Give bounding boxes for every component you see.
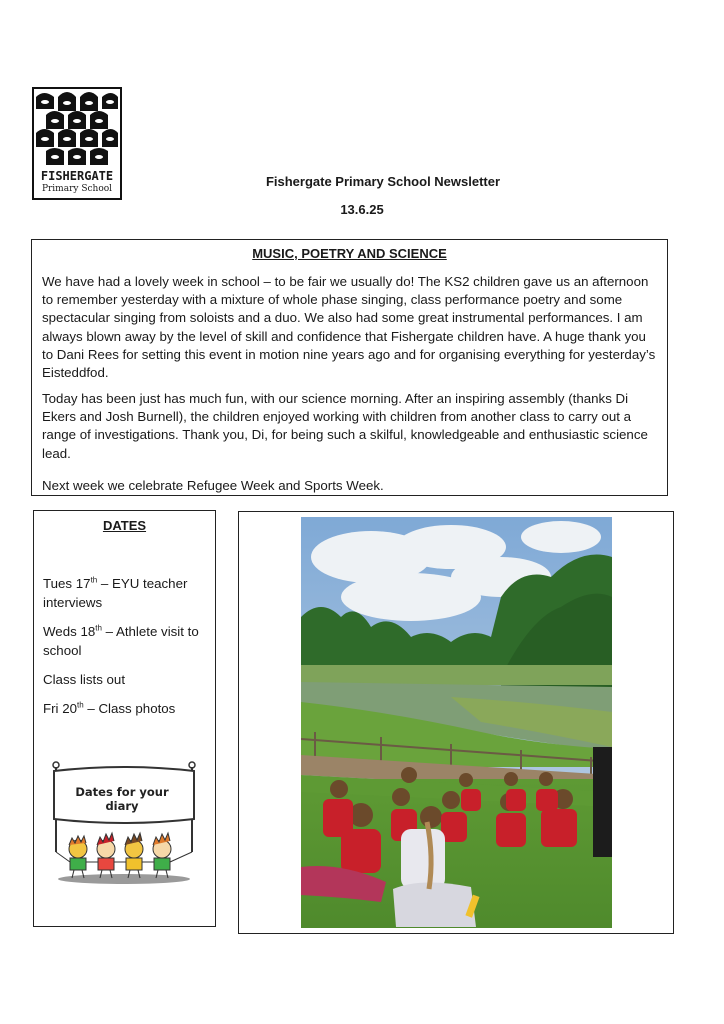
date-item-ordinal: th [90,575,98,585]
date-item-prefix: Tues 17 [43,576,91,591]
newsletter-date: 13.6.25 [340,202,384,217]
date-item-text: – Athlete visit to school [43,624,199,658]
article-paragraph-3: Next week we celebrate Refugee Week and Sports Week. [42,478,384,493]
date-item-text: – Class photos [83,701,176,716]
main-article-box [31,239,668,496]
logo-wordmark: FISHERGATE [40,169,114,183]
date-item-ordinal: th [77,700,84,710]
newsletter-title: Fishergate Primary School Newsletter [265,174,501,189]
date-item-prefix: Fri 20 [43,701,77,716]
date-item-text: – EYU teacher interviews [43,576,188,610]
science-morning-photo [301,517,612,928]
diary-sign-drawing [50,757,200,892]
date-item [43,699,213,718]
date-item-ordinal: th [95,623,102,633]
date-item-prefix: Weds 18 [43,624,96,639]
diary-sign-text: Dates for your diary [75,785,169,813]
date-item [43,574,213,612]
article-paragraph-2: Today has been just has much fun, with our science morning. After an inspiring assembly (thanks Di Ekers and Josh Burnell), the children enjoyed working with children from another class to carry out a range of investigations. Thank you, Di, for being such a skilful, knowledgeable and enthusiastic science lead. [42,391,648,461]
article-paragraph-1: We have had a lovely week in school – to be fair we usually do! The KS2 children gave us an afternoon to remember yesterday with a mixture of whole phase singing, class performance poetry and some spectacular singing from soloists and a duo. We also had some great instrumental performances. I am always blown away by the level of skill and confidence that Fishergate children have. A huge thank you to Dani Rees for setting this event in motion nine years ago and for organising everything for yesterday’s Eisteddfod. [42,274,656,381]
school-logo-art [34,89,120,167]
dates-box [33,510,216,927]
dates-for-your-diary-illustration [50,757,200,892]
logo-subtitle: Primary School [41,184,113,194]
school-logo [32,87,122,200]
photo-box [238,511,674,934]
date-item-prefix: Class lists out [43,672,126,687]
date-item [43,670,213,689]
article-heading: MUSIC, POETRY AND SCIENCE [252,246,447,261]
date-item [43,622,213,660]
dates-heading: DATES [102,518,147,533]
